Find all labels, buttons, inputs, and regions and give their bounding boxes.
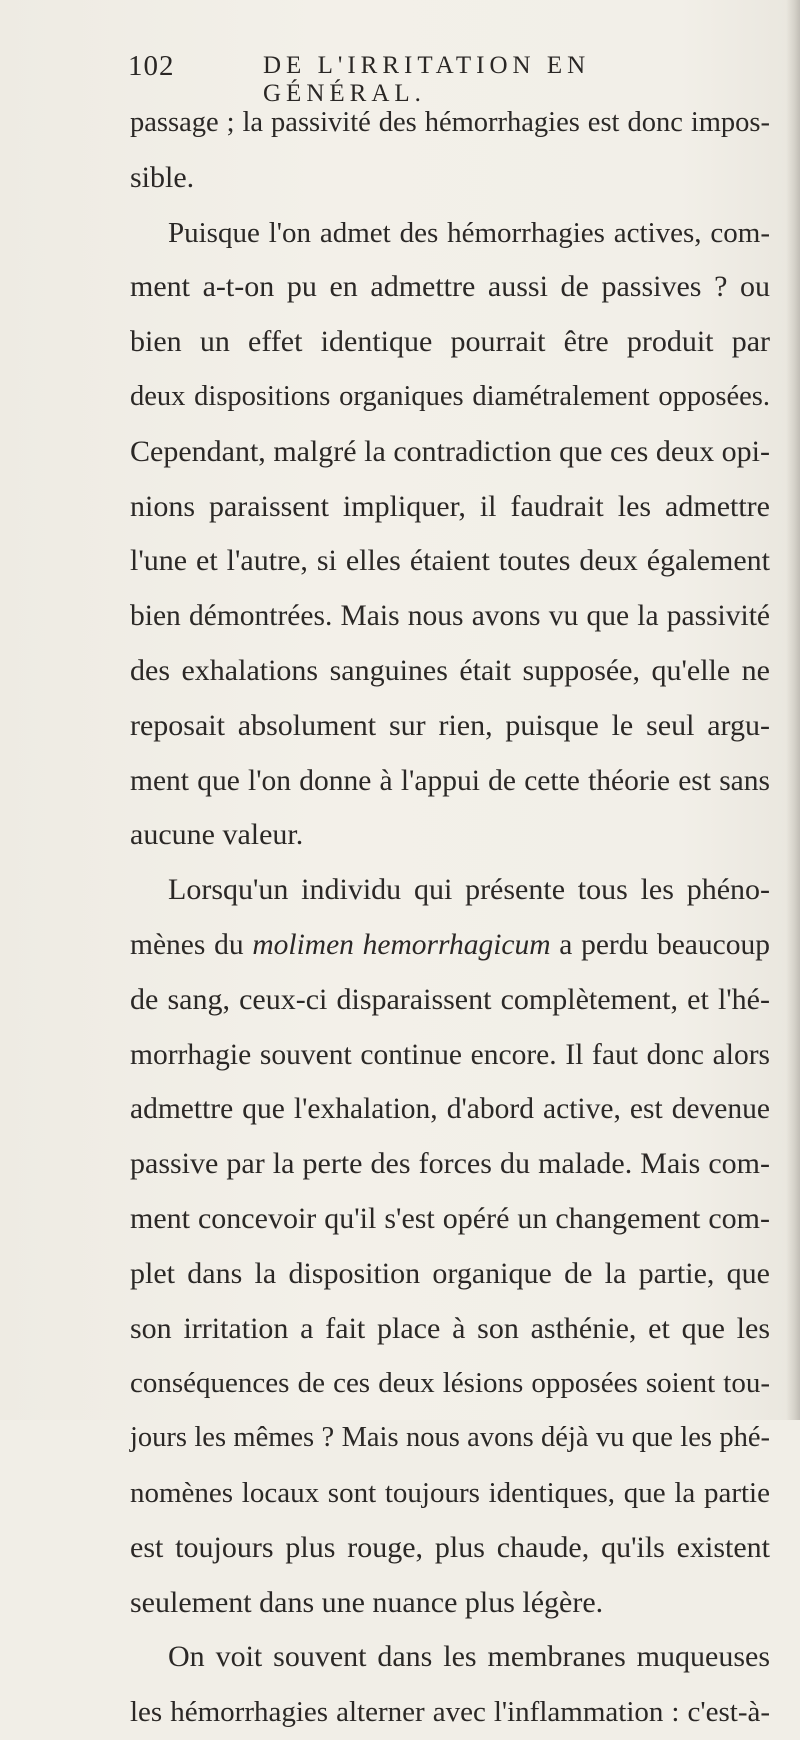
text-line: son irritation a fait place à son asthénie, et que les [130, 1311, 770, 1345]
text-line: ment concevoir qu'il s'est opéré un changement com- [130, 1201, 770, 1235]
text-line: passive par la perte des forces du malade. Mais com- [130, 1147, 770, 1181]
text-line: de sang, ceux-ci disparaissent complètement, et l'hé- [130, 982, 770, 1016]
running-head: DE L'IRRITATION EN GÉNÉRAL. [263, 52, 591, 107]
text-line: jours les mêmes ? Mais nous avons déjà vu que les phé- [130, 1422, 770, 1454]
text-line: les hémorrhagies alterner avec l'inflammation : c'est-à- [130, 1696, 770, 1729]
text-line-with-italic [130, 918, 770, 973]
text-line: plet dans la disposition organique de la partie, que [130, 1256, 770, 1290]
text-line: est toujours plus rouge, plus chaude, qu'ils existent [130, 1530, 770, 1564]
text-line: conséquences de ces deux lésions opposées soient tou- [130, 1367, 770, 1400]
text-fragment: mènes du [130, 928, 253, 961]
page-edge-shadow [786, 0, 800, 1420]
text-line: ment que l'on donne à l'appui de cette théorie est sans [130, 764, 770, 797]
text-line: On voit souvent dans les membranes muqueuses [168, 1640, 770, 1674]
text-line: Cependant, malgré la contradiction que ces deux opi- [130, 434, 770, 468]
text-line: bien un effet identique pourrait être produit par [130, 325, 770, 359]
text-line: Lorsqu'un individu qui présente tous les phéno- [168, 873, 770, 907]
text-line: l'une et l'autre, si elles étaient toutes deux également [130, 544, 770, 578]
text-line: bien démontrées. Mais nous avons vu que la passivité [130, 600, 770, 633]
text-line: seulement dans une nuance plus légère. [130, 1585, 604, 1619]
body-text [130, 96, 770, 1740]
text-line: nions paraissent impliquer, il faudrait les admettre [130, 489, 770, 523]
text-line: Puisque l'on admet des hémorrhagies actives, com- [168, 216, 770, 249]
text-line: ment a-t-on pu en admettre aussi de passives ? ou [130, 270, 770, 304]
text-line: admettre que l'exhalation, d'abord active, est devenue [130, 1093, 770, 1126]
text-line: nomènes locaux sont toujours identiques, que la partie [130, 1476, 770, 1509]
text-fragment: a perdu beaucoup [550, 928, 770, 961]
italic-term: molimen hemorrhagicum [252, 928, 551, 961]
text-line: sible. [130, 160, 195, 194]
page-number: 102 [128, 50, 175, 82]
text-line: aucune valeur. [130, 818, 304, 852]
page-header [128, 50, 728, 107]
text-line: morrhagie souvent continue encore. Il faut donc alors [130, 1038, 770, 1071]
text-line: deux dispositions organiques diamétralement opposées. [130, 380, 770, 412]
text-line: passage ; la passivité des hémorrhagies est donc impos- [130, 107, 770, 138]
text-line: des exhalations sanguines était supposée, qu'elle ne [130, 653, 770, 687]
text-line: reposait absolument sur rien, puisque le seul argu- [130, 708, 770, 742]
